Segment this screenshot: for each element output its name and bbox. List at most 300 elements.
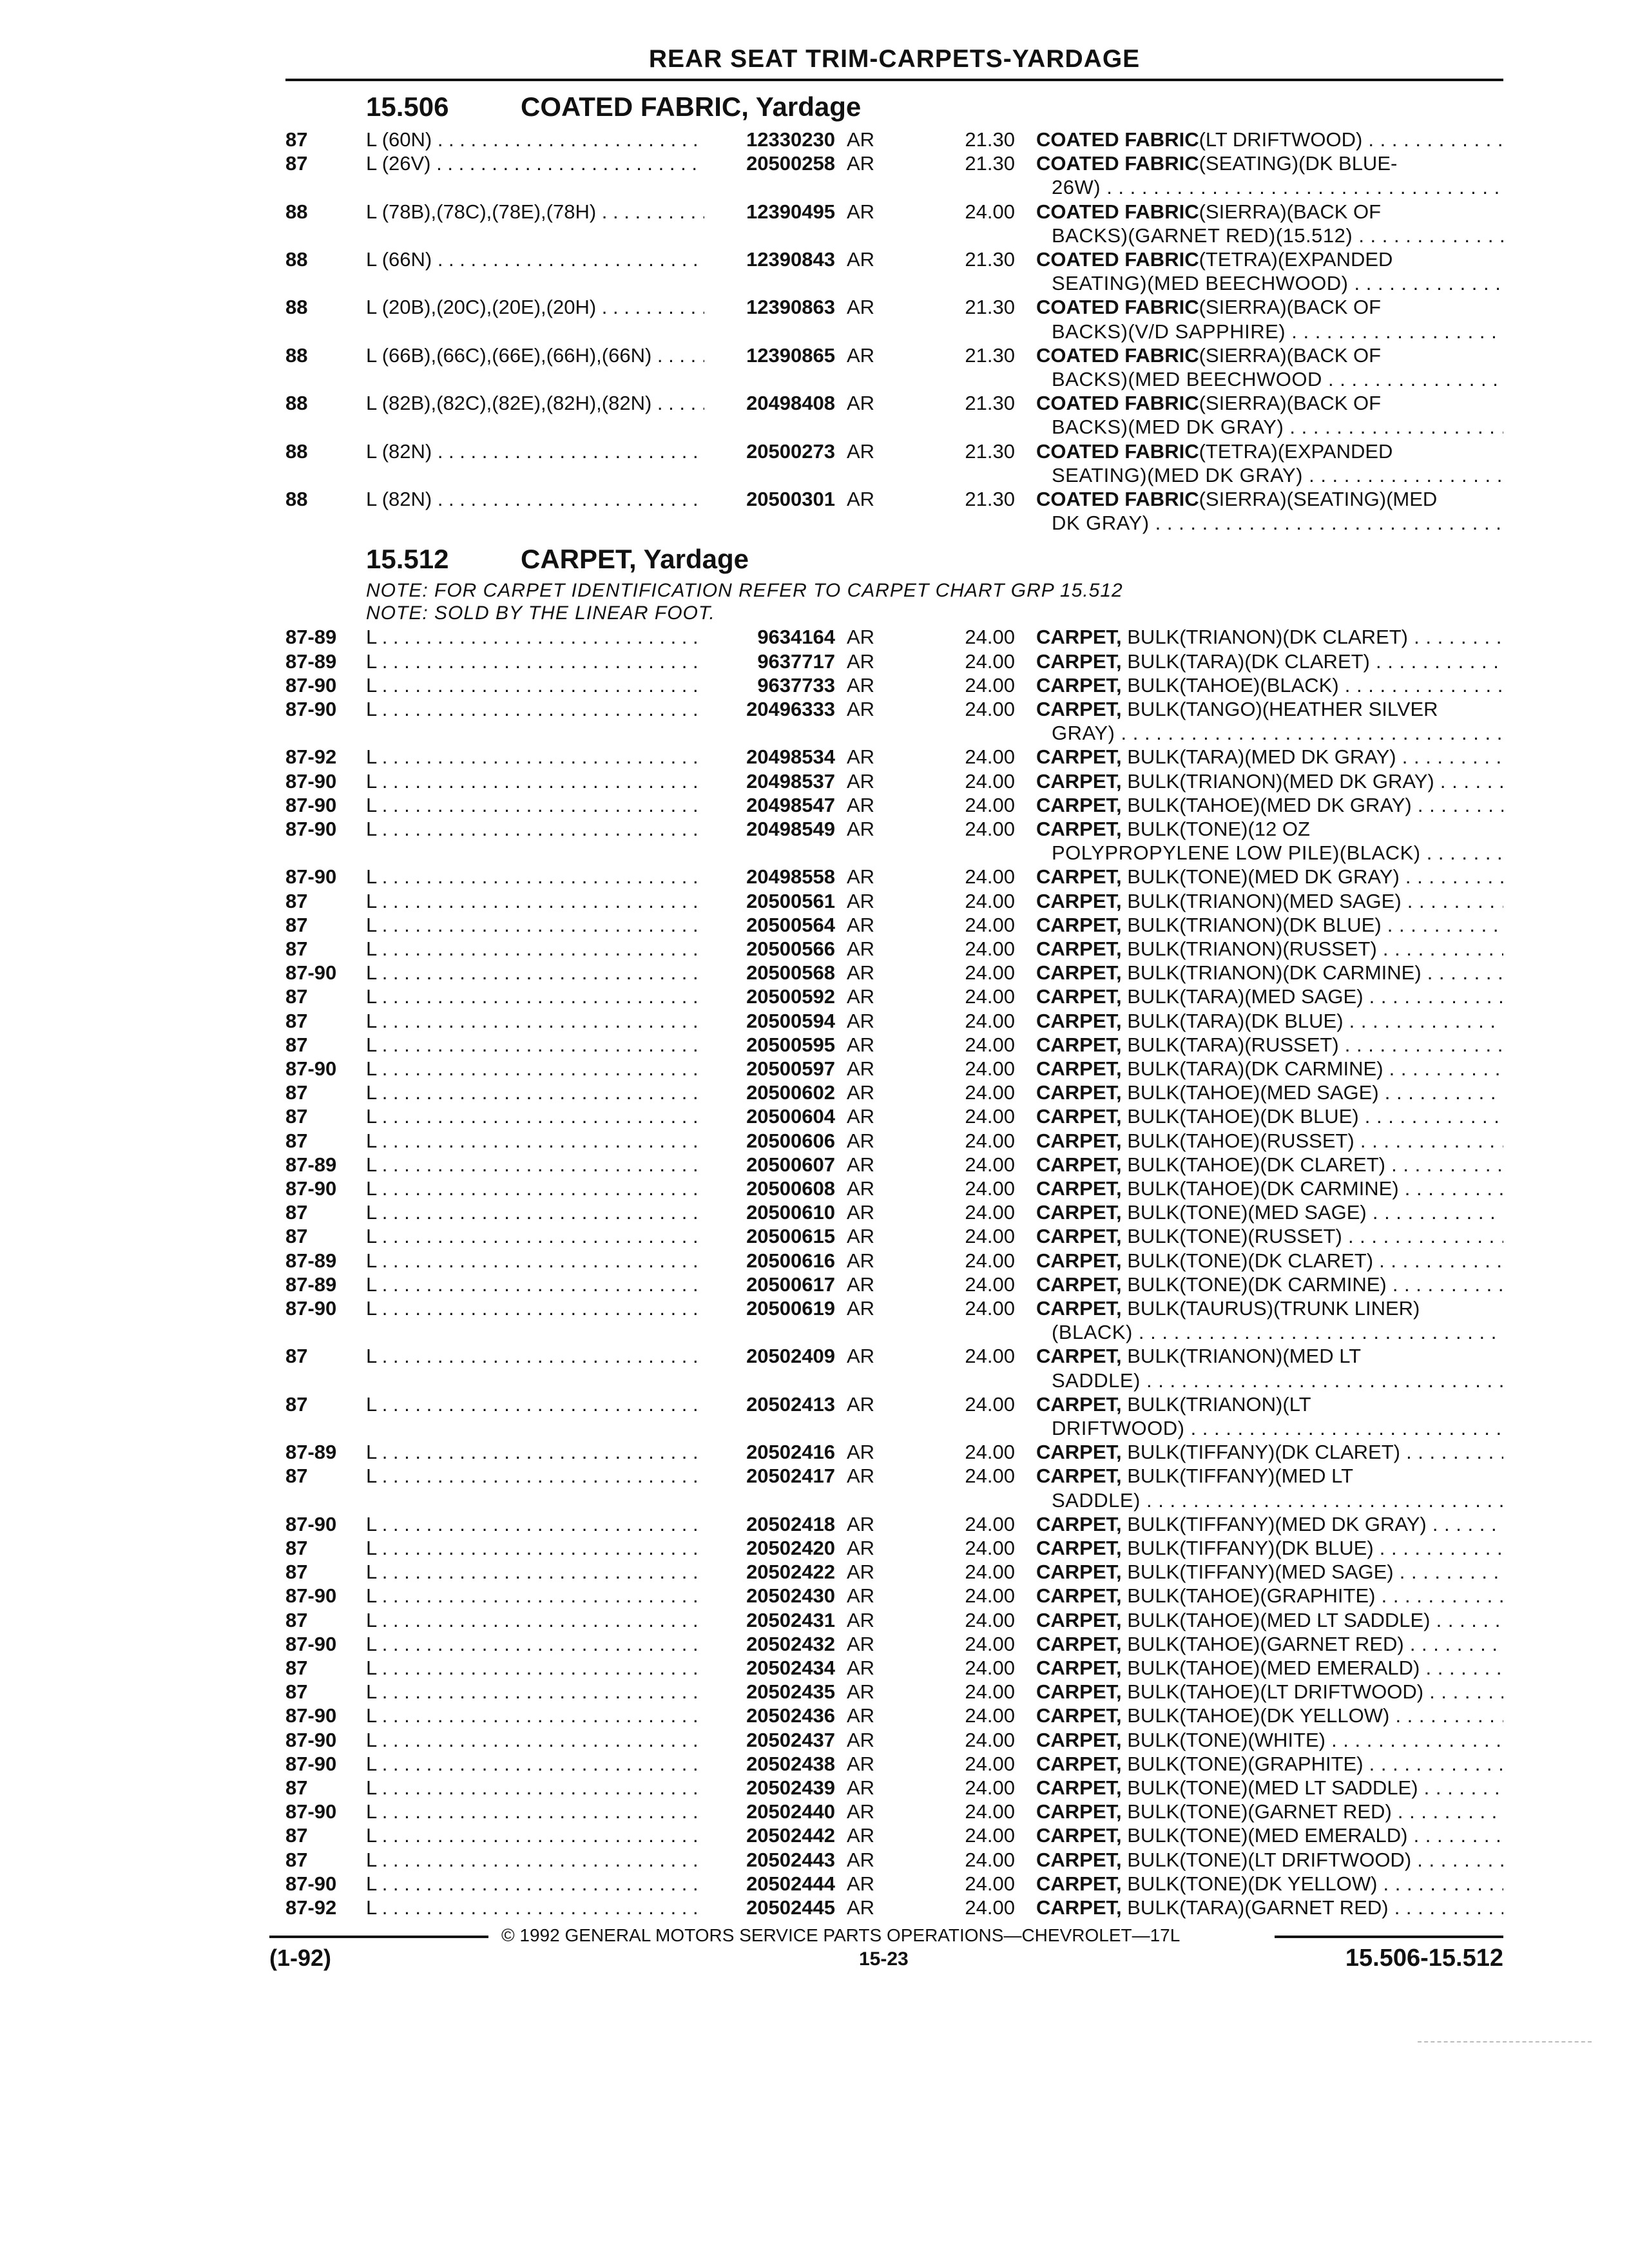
model-year: 88 [285,200,308,223]
model-year: 88 [285,248,308,271]
price: 21.30 [965,439,1015,463]
dot-leader [1399,1177,1503,1200]
quantity: AR [847,1057,875,1080]
description-detail: BULK(TAHOE)(DK BLUE) [1121,1105,1359,1128]
part-description [1036,1823,1503,1847]
part-row [0,1081,1629,1104]
part-description [1036,865,1503,889]
description-name: CARPET, [1036,1657,1122,1679]
lf-column: L . . . [366,1057,704,1081]
part-description [1036,1057,1503,1081]
part-number: 20496333 [746,698,835,720]
part-number: 20502434 [746,1657,835,1679]
part-description [1036,1249,1503,1273]
dot-leader [1423,1680,1503,1703]
price: 24.00 [965,1297,1015,1320]
model-year: 87 [285,937,308,960]
description-detail: BULK(TRIANON)(MED LT [1121,1345,1362,1368]
price: 24.00 [965,1009,1015,1032]
part-row-continuation [0,320,1629,343]
price: 24.00 [965,961,1015,985]
model-year: 87 [285,1105,308,1128]
description-name: COATED FABRIC [1036,152,1199,175]
part-row [0,1752,1629,1776]
part-row [0,1104,1629,1128]
part-row [0,1440,1629,1464]
part-row-continuation [0,1369,1629,1392]
price: 24.00 [965,1680,1015,1704]
lf-column: L . . . [366,625,704,649]
model-year: 87 [285,1561,308,1584]
part-number: 20500594 [746,1009,835,1032]
description-continuation: SADDLE) . . . [1052,1369,1503,1392]
dot-leader [1339,674,1503,697]
lf-column: L . . . [366,1033,704,1057]
dot-leader [1427,1513,1503,1535]
part-number: 12390863 [746,296,835,319]
quantity: AR [847,913,875,936]
dot-leader [1362,128,1503,151]
model-year: 87 [285,1225,308,1248]
description-name: CARPET, [1036,1105,1122,1128]
dot-leader [1325,1729,1503,1751]
price: 21.30 [965,296,1015,319]
part-row [0,1656,1629,1680]
lf-column: L . . . [366,1153,704,1177]
part-number: 20500566 [746,937,835,960]
model-year: 88 [285,488,308,510]
description-continuation: BACKS)(MED DK GRAY) . . . [1052,415,1503,439]
description-detail: BULK(TONE)(MED SAGE) [1121,1201,1367,1224]
part-description [1036,1153,1503,1177]
description-continuation: SEATING)(MED DK GRAY) . . . [1052,463,1503,487]
part-row [0,1823,1629,1847]
lf-column: L . . . [366,1728,704,1752]
part-description [1036,1392,1503,1416]
part-description [1036,1776,1503,1800]
description-detail: BULK(TAHOE)(MED LT SADDLE) [1121,1608,1431,1631]
price: 24.00 [965,1249,1015,1272]
part-description [1036,625,1503,649]
dot-leader [1394,1561,1503,1583]
description-detail: BULK(TONE)(DK CLARET) [1121,1249,1374,1272]
description-detail: BULK(TARA)(DK CARMINE) [1121,1057,1383,1080]
lf-column: L . . . [366,961,704,985]
quantity: AR [847,1392,875,1416]
dot-leader [1377,937,1503,960]
price: 24.00 [965,1848,1015,1871]
description-name: CARPET, [1036,1345,1122,1368]
model-year: 87 [285,1537,308,1559]
description-detail: BULK(TRIANON)(RUSSET) [1121,937,1377,960]
lf-column: L . . . [366,865,704,889]
quantity: AR [847,985,875,1008]
part-row [0,128,1629,151]
description-name: COATED FABRIC [1036,296,1199,319]
part-number: 20502435 [746,1680,835,1704]
description-continuation: POLYPROPYLENE LOW PILE)(BLACK) . . . [1052,841,1503,865]
lf-column: L (26V) . . . [366,151,704,175]
quantity: AR [847,1465,875,1488]
part-row [0,1800,1629,1823]
model-year: 87 [285,1129,308,1152]
part-description [1036,343,1503,367]
price: 24.00 [965,1561,1015,1584]
part-row [0,625,1629,649]
lf-column: L (60N) . . . [366,128,704,151]
description-name: CARPET, [1036,865,1122,889]
quantity: AR [847,818,875,840]
quantity: AR [847,1632,875,1655]
part-row [0,745,1629,769]
quantity: AR [847,128,875,151]
part-number: 20500561 [746,889,835,912]
description-name: CARPET, [1036,1848,1122,1871]
price: 24.00 [965,1441,1015,1464]
quantity: AR [847,1225,875,1248]
part-row [0,769,1629,793]
model-year: 87 [285,1033,308,1056]
dot-leader [1434,770,1503,793]
quantity: AR [847,1800,875,1823]
description-continuation: BACKS)(GARNET RED)(15.512) . . . [1052,224,1503,247]
model-year: 87 [285,1608,308,1631]
price: 21.30 [965,152,1015,175]
part-description [1036,391,1503,415]
part-row-continuation [0,463,1629,487]
description-name: COATED FABRIC [1036,439,1199,463]
description-detail: BULK(TIFFANY)(MED DK GRAY) [1121,1512,1427,1535]
description-name: CARPET, [1036,1273,1122,1296]
part-row [0,1153,1629,1177]
description-name: CARPET, [1036,1632,1122,1655]
dot-leader [1420,1657,1503,1679]
part-number: 20500602 [746,1081,835,1104]
part-description [1036,1081,1503,1104]
description-detail: BULK(TAHOE)(DK CLARET) [1121,1153,1385,1176]
part-number: 20498537 [746,769,835,793]
dot-leader [1431,1609,1504,1631]
price: 21.30 [965,488,1015,510]
model-year: 87-89 [285,626,337,649]
description-detail: (TETRA)(EXPANDED [1199,248,1393,271]
price: 21.30 [965,392,1015,415]
part-description [1036,1752,1503,1776]
dot-leader [1373,1249,1503,1272]
part-number: 12390495 [746,200,835,223]
description-name: CARPET, [1036,1800,1122,1823]
part-description [1036,439,1503,463]
description-continuation: DK GRAY) . . . [1052,511,1503,535]
description-detail: BULK(TAHOE)(LT DRIFTWOOD) [1121,1680,1424,1704]
model-year: 87-90 [285,865,337,889]
lf-column: L . . . [366,1129,704,1153]
section-number: 15.506 [366,91,449,122]
description-name: COATED FABRIC [1036,128,1199,151]
description-name: COATED FABRIC [1036,343,1199,367]
description-detail: BULK(TRIANON)(LT [1121,1392,1311,1416]
description-detail: BULK(TAHOE)(RUSSET) [1121,1129,1354,1152]
model-year: 87-92 [285,745,337,769]
part-row [0,295,1629,319]
lf-column: L . . . [366,913,704,937]
lf-column: L . . . [366,1584,704,1608]
quantity: AR [847,1537,875,1559]
price: 24.00 [965,1728,1015,1751]
description-name: CARPET, [1036,818,1122,840]
lf-column: L (82N) . . . [366,487,704,511]
description-name: CARPET, [1036,1584,1122,1608]
part-number: 20498547 [746,793,835,816]
price: 24.00 [965,1512,1015,1535]
dot-leader [1354,1129,1503,1152]
model-year: 87-90 [285,1872,337,1895]
description-detail: BULK(TARA)(DK BLUE) [1121,1009,1344,1032]
model-year: 87 [285,1465,308,1488]
description-detail: BULK(TARA)(MED SAGE) [1121,985,1364,1008]
dot-leader [1359,1105,1503,1128]
description-name: CARPET, [1036,1009,1122,1032]
lf-column: L . . . [366,1200,704,1224]
dot-leader [1342,1225,1503,1247]
part-description [1036,1009,1503,1033]
part-number: 20500258 [746,152,835,175]
part-row [0,697,1629,721]
lf-column: L . . . [366,1177,704,1200]
price: 24.00 [965,200,1015,223]
quantity: AR [847,1657,875,1679]
model-year: 87 [285,1009,308,1032]
part-number: 20498549 [746,818,835,840]
dot-leader [1367,1201,1503,1224]
part-description [1036,817,1503,841]
part-row-continuation [0,224,1629,247]
price: 24.00 [965,698,1015,720]
part-description [1036,1728,1503,1752]
price: 24.00 [965,1057,1015,1080]
section-note: NOTE: FOR CARPET IDENTIFICATION REFER TO CARPET CHART GRP 15.512 [366,580,1123,602]
lf-column: L (78B),(78C),(78E),(78H) . . . [366,200,704,224]
part-number: 20502417 [746,1465,835,1488]
description-detail: BULK(TIFFANY)(MED LT [1121,1465,1354,1488]
part-description [1036,1464,1503,1488]
model-year: 87-90 [285,1752,337,1775]
quantity: AR [847,1561,875,1584]
description-name: CARPET, [1036,1153,1122,1176]
part-description [1036,1800,1503,1823]
dot-leader [1344,1010,1503,1032]
description-name: CARPET, [1036,698,1122,720]
part-row [0,1224,1629,1248]
lf-column: L . . . [366,673,704,697]
model-year: 87-89 [285,1441,337,1464]
part-row-continuation [0,271,1629,295]
part-number: 20502418 [746,1512,835,1535]
description-name: CARPET, [1036,1392,1122,1416]
dot-leader [1389,1704,1503,1727]
quantity: AR [847,392,875,415]
dot-leader [1379,1081,1503,1104]
part-number: 12390843 [746,248,835,271]
price: 24.00 [965,1105,1015,1128]
description-name: CARPET, [1036,1081,1122,1104]
part-description [1036,247,1503,271]
description-name: COATED FABRIC [1036,248,1199,271]
part-description [1036,1344,1503,1368]
model-year: 87-90 [285,673,337,697]
description-detail: (SIERRA)(SEATING)(MED [1199,488,1438,510]
part-description [1036,649,1503,673]
price: 24.00 [965,793,1015,816]
model-year: 87-90 [285,698,337,720]
model-year: 87-90 [285,961,337,985]
description-name: CARPET, [1036,1225,1122,1248]
dot-leader [1392,1800,1503,1823]
part-number: 20502440 [746,1800,835,1823]
part-row [0,1608,1629,1632]
dot-leader [1370,650,1503,673]
dot-leader [1377,1872,1503,1895]
price: 24.00 [965,1273,1015,1296]
description-detail: BULK(TARA)(MED DK GRAY) [1121,745,1396,769]
description-name: CARPET, [1036,961,1122,985]
page-footer [269,1925,1503,1972]
part-number: 20502409 [746,1345,835,1368]
part-row [0,1560,1629,1584]
description-name: CARPET, [1036,626,1122,649]
price: 24.00 [965,889,1015,912]
description-name: CARPET, [1036,985,1122,1008]
part-row [0,1033,1629,1057]
part-row [0,1680,1629,1704]
quantity: AR [847,1009,875,1032]
quantity: AR [847,1249,875,1272]
price: 24.00 [965,1392,1015,1416]
lf-column: L . . . [366,1536,704,1560]
dot-leader [1389,1896,1503,1919]
part-description [1036,1512,1503,1536]
model-year: 87-90 [285,818,337,840]
section-title [366,91,861,122]
description-name: CARPET, [1036,1561,1122,1584]
part-row-continuation [0,841,1629,865]
lf-column: L (82B),(82C),(82E),(82H),(82N) . . . [366,391,704,415]
lf-column: L . . . [366,1392,704,1416]
part-description [1036,1680,1503,1704]
part-row [0,1848,1629,1872]
description-name: CARPET, [1036,913,1122,936]
part-number: 20500568 [746,961,835,985]
part-row [0,1344,1629,1368]
description-name: COATED FABRIC [1036,392,1199,415]
description-detail: BULK(TAHOE)(BLACK) [1121,673,1339,697]
part-row [0,817,1629,841]
description-detail: (SIERRA)(BACK OF [1199,392,1382,415]
description-continuation: BACKS)(V/D SAPPHIRE) . . . [1052,320,1503,343]
lf-column: L . . . [366,1656,704,1680]
part-description [1036,151,1503,175]
quantity: AR [847,439,875,463]
quantity: AR [847,698,875,720]
part-row [0,1776,1629,1800]
quantity: AR [847,1824,875,1847]
part-number: 20502443 [746,1848,835,1871]
quantity: AR [847,961,875,985]
part-row [0,1512,1629,1536]
description-detail: BULK(TAHOE)(MED SAGE) [1121,1081,1379,1104]
quantity: AR [847,1441,875,1464]
part-row [0,1177,1629,1200]
quantity: AR [847,1848,875,1871]
part-description [1036,295,1503,319]
description-detail: (SEATING)(DK BLUE- [1199,152,1398,175]
part-number: 12330230 [746,128,835,151]
part-number: 20498534 [746,745,835,769]
lf-column: L (82N) . . . [366,439,704,463]
lf-column: L . . . [366,1224,704,1248]
part-row-continuation [0,511,1629,535]
part-description [1036,769,1503,793]
description-detail: BULK(TARA)(GARNET RED) [1121,1896,1389,1919]
quantity: AR [847,152,875,175]
lf-column: L . . . [366,769,704,793]
price: 24.00 [965,649,1015,673]
part-description [1036,1440,1503,1464]
price: 24.00 [965,745,1015,769]
model-year: 88 [285,439,308,463]
part-number: 20502445 [746,1896,835,1919]
part-row [0,391,1629,415]
description-continuation: SEATING)(MED BEECHWOOD) . . . [1052,271,1503,295]
section-heading: CARPET, Yardage [521,544,749,575]
page-title: REAR SEAT TRIM-CARPETS-YARDAGE [648,45,1141,73]
section-range: 15.506-15.512 [1345,1945,1503,1972]
part-row [0,937,1629,961]
part-number: 12390865 [746,343,835,367]
part-row [0,1249,1629,1273]
lf-column: L . . . [366,1512,704,1536]
quantity: AR [847,200,875,223]
description-name: COATED FABRIC [1036,200,1199,223]
lf-column: L . . . [366,1680,704,1704]
quantity: AR [847,1704,875,1727]
part-row [0,1584,1629,1608]
part-row [0,1704,1629,1727]
description-detail: BULK(TONE)(LT DRIFTWOOD) [1121,1848,1412,1871]
model-year: 87 [285,1201,308,1224]
revision-date: (1-92) [269,1945,332,1971]
price: 24.00 [965,1177,1015,1200]
price: 24.00 [965,1872,1015,1895]
dot-leader [1402,890,1503,912]
quantity: AR [847,793,875,816]
part-number: 20500597 [746,1057,835,1080]
description-name: CARPET, [1036,1033,1122,1056]
part-description [1036,673,1503,697]
quantity: AR [847,488,875,510]
lf-column: L . . . [366,697,704,721]
section-note: NOTE: SOLD BY THE LINEAR FOOT. [366,602,715,624]
lf-column: L . . . [366,1800,704,1823]
description-continuation: SADDLE) . . . [1052,1488,1503,1512]
footer-rule-left [269,1936,488,1938]
quantity: AR [847,769,875,793]
part-description [1036,200,1503,224]
model-year: 87-90 [285,1632,337,1655]
part-number: 20502420 [746,1537,835,1559]
part-description [1036,1129,1503,1153]
lf-column: L . . . [366,1823,704,1847]
